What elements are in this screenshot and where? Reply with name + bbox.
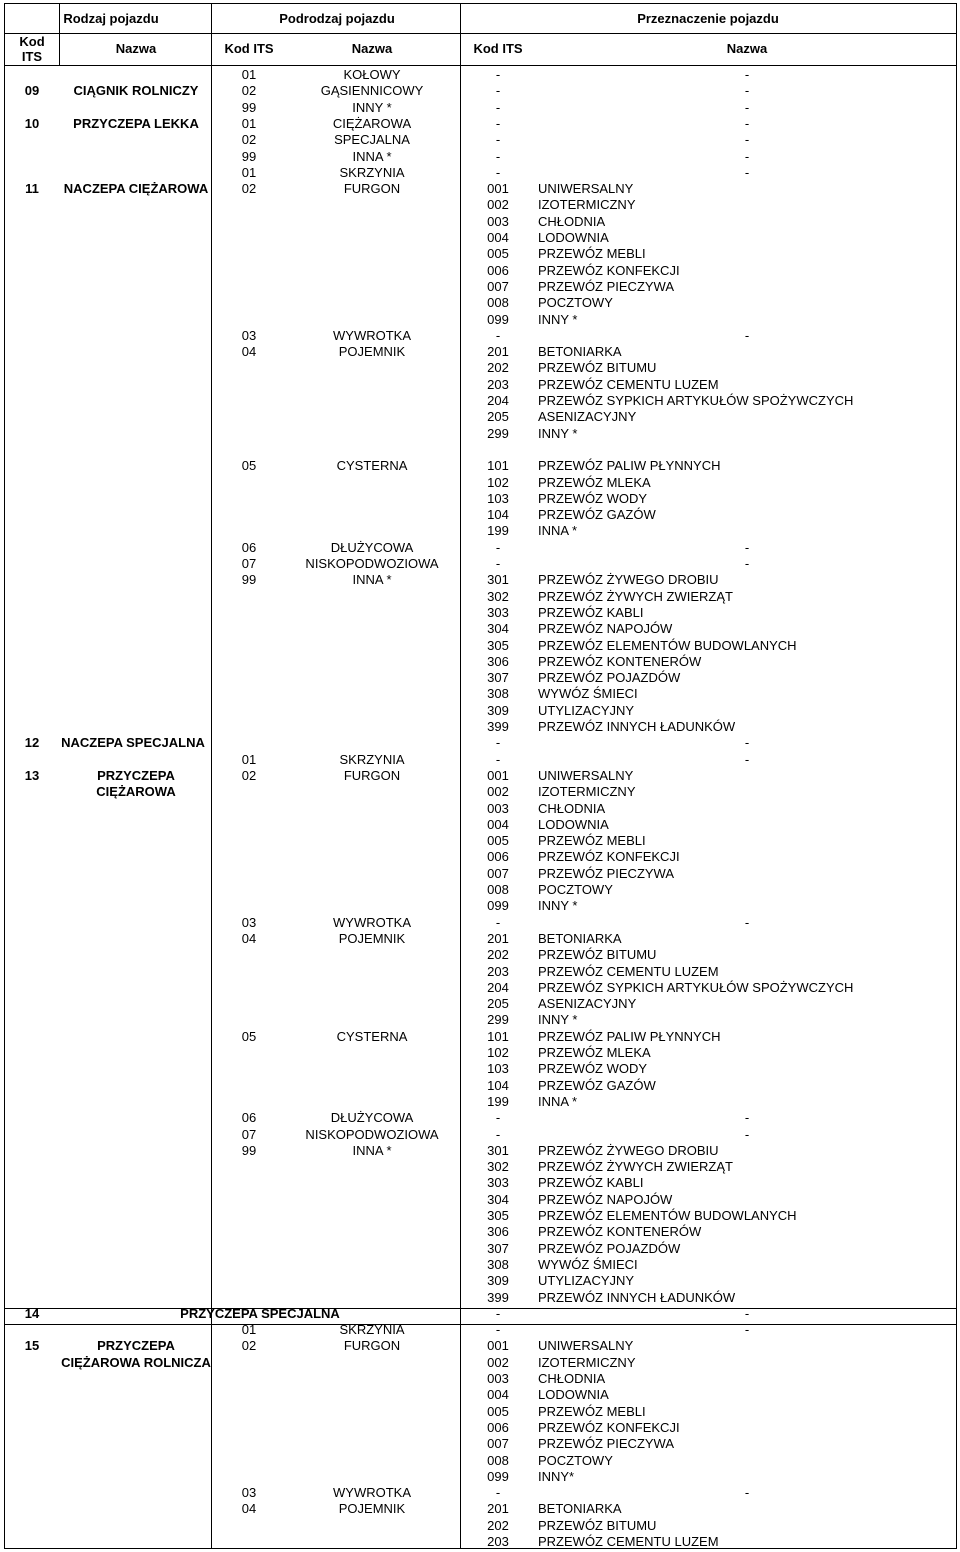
cell-przeznaczenie-nazwa: LODOWNIA <box>538 230 609 245</box>
cell-przeznaczenie-kod: 199 <box>487 523 509 539</box>
cell-przeznaczenie-nazwa: - <box>744 1126 750 1142</box>
cell-przeznaczenie-nazwa: PRZEWÓZ MLEKA <box>538 474 651 490</box>
cell-rodzaj-kod: 14 <box>24 1305 40 1321</box>
cell-przeznaczenie-nazwa: INNA * <box>538 523 578 539</box>
cell-przeznaczenie-nazwa: - <box>744 164 750 180</box>
cell-przeznaczenie-kod: 004 <box>487 230 509 245</box>
vehicle-classification-table <box>4 3 957 1549</box>
cell-podrodzaj-nazwa: DŁUŻYCOWA <box>330 1110 414 1126</box>
cell-przeznaczenie-kod: 003 <box>487 213 509 229</box>
cell-przeznaczenie-kod: 004 <box>487 1387 509 1403</box>
section-divider <box>5 1308 956 1309</box>
cell-przeznaczenie-nazwa: - <box>744 1110 750 1126</box>
cell-przeznaczenie-nazwa: PRZEWÓZ CEMENTU LUZEM <box>538 1534 719 1549</box>
cell-przeznaczenie-nazwa: PRZEWÓZ KONTENERÓW <box>538 1224 702 1240</box>
cell-przeznaczenie-kod: - <box>495 115 501 131</box>
cell-przeznaczenie-kod: - <box>495 164 501 180</box>
cell-przeznaczenie-kod: 299 <box>487 1012 509 1028</box>
cell-przeznaczenie-kod: 202 <box>487 360 509 376</box>
cell-podrodzaj-kod: 04 <box>241 1501 257 1517</box>
cell-przeznaczenie-kod: 399 <box>487 719 509 734</box>
cell-przeznaczenie-kod: 201 <box>487 930 509 946</box>
cell-przeznaczenie-kod: 399 <box>487 1289 509 1305</box>
cell-przeznaczenie-kod: 005 <box>487 1403 509 1419</box>
cell-przeznaczenie-kod: 201 <box>487 1501 509 1517</box>
cell-podrodzaj-nazwa: GĄSIENNICOWY <box>320 83 424 99</box>
cell-przeznaczenie-nazwa: PRZEWÓZ BITUMU <box>538 360 657 376</box>
cell-podrodzaj-kod: 01 <box>241 67 257 82</box>
cell-rodzaj-nazwa: PRZYCZEPA SPECJALNA <box>180 1305 340 1321</box>
cell-przeznaczenie-kod: 002 <box>487 197 509 213</box>
cell-podrodzaj-nazwa: CIĘŻAROWA <box>332 115 412 131</box>
cell-przeznaczenie-kod: - <box>495 83 501 99</box>
cell-rodzaj-nazwa: CIĘŻAROWA ROLNICZA <box>61 1354 211 1370</box>
cell-przeznaczenie-kod: 303 <box>487 1175 509 1191</box>
cell-przeznaczenie-nazwa: PRZEWÓZ INNYCH ŁADUNKÓW <box>538 1289 736 1305</box>
cell-przeznaczenie-kod: - <box>495 1322 501 1338</box>
cell-rodzaj-kod: 10 <box>24 115 40 131</box>
cell-rodzaj-kod: 11 <box>25 181 39 197</box>
cell-przeznaczenie-kod: 103 <box>487 490 509 506</box>
cell-podrodzaj-nazwa: FURGON <box>343 767 401 783</box>
cell-przeznaczenie-kod: 201 <box>487 344 509 360</box>
cell-podrodzaj-nazwa: FURGON <box>343 181 401 197</box>
cell-przeznaczenie-nazwa: WYWÓZ ŚMIECI <box>538 1256 638 1272</box>
cell-przeznaczenie-nazwa: PRZEWÓZ BITUMU <box>538 947 657 963</box>
cell-przeznaczenie-nazwa: WYWÓZ ŚMIECI <box>538 686 638 702</box>
cell-przeznaczenie-nazwa: PRZEWÓZ WODY <box>538 490 648 506</box>
cell-przeznaczenie-kod: - <box>495 148 501 164</box>
cell-podrodzaj-nazwa: DŁUŻYCOWA <box>330 539 414 555</box>
cell-przeznaczenie-nazwa: - <box>744 914 750 930</box>
cell-rodzaj-kod: 12 <box>24 735 40 751</box>
cell-przeznaczenie-nazwa: PRZEWÓZ CEMENTU LUZEM <box>538 376 719 392</box>
cell-przeznaczenie-nazwa: - <box>744 327 750 343</box>
cell-podrodzaj-kod: 99 <box>241 148 257 164</box>
cell-przeznaczenie-kod: 006 <box>487 262 509 278</box>
header-przeznaczenie-kod: Kod ITS <box>473 41 523 56</box>
cell-przeznaczenie-nazwa: UTYLIZACYJNY <box>538 702 635 718</box>
cell-przeznaczenie-nazwa: ASENIZACYJNY <box>538 996 637 1012</box>
header-przeznaczenie-nazwa: Nazwa <box>726 41 768 56</box>
cell-przeznaczenie-nazwa: POCZTOWY <box>538 1452 613 1468</box>
cell-przeznaczenie-kod: 301 <box>487 1142 509 1158</box>
cell-przeznaczenie-kod: 003 <box>487 800 509 816</box>
header-podrodzaj: Podrodzaj pojazdu <box>279 11 395 26</box>
cell-podrodzaj-nazwa: CYSTERNA <box>336 1028 408 1044</box>
cell-przeznaczenie-nazwa: PRZEWÓZ KABLI <box>538 604 644 620</box>
cell-przeznaczenie-nazwa: LODOWNIA <box>538 1387 609 1403</box>
cell-przeznaczenie-nazwa: - <box>744 1322 750 1338</box>
cell-przeznaczenie-kod: 302 <box>487 1159 509 1175</box>
cell-przeznaczenie-nazwa: PRZEWÓZ KONFEKCJI <box>538 262 680 278</box>
cell-przeznaczenie-kod: 008 <box>487 1452 509 1468</box>
cell-przeznaczenie-kod: 304 <box>487 621 509 637</box>
cell-przeznaczenie-kod: 005 <box>487 833 509 849</box>
cell-przeznaczenie-kod: 203 <box>487 376 509 392</box>
cell-przeznaczenie-nazwa: - <box>744 83 750 99</box>
cell-przeznaczenie-nazwa: - <box>744 1305 750 1321</box>
cell-przeznaczenie-kod: 004 <box>487 816 509 832</box>
cell-rodzaj-nazwa: PRZYCZEPA <box>97 1338 175 1354</box>
cell-przeznaczenie-nazwa: PRZEWÓZ MEBLI <box>538 246 646 262</box>
cell-podrodzaj-nazwa: SPECJALNA <box>334 132 410 148</box>
cell-przeznaczenie-kod: - <box>495 735 501 751</box>
cell-podrodzaj-nazwa: INNY * <box>352 99 392 115</box>
cell-przeznaczenie-nazwa: PRZEWÓZ ŻYWEGO DROBIU <box>538 572 719 588</box>
cell-przeznaczenie-kod: 001 <box>487 1338 509 1354</box>
cell-przeznaczenie-nazwa: PRZEWÓZ PIECZYWA <box>538 1436 675 1452</box>
header-divider <box>5 65 956 66</box>
cell-przeznaczenie-nazwa: PRZEWÓZ ŻYWYCH ZWIERZĄT <box>538 588 733 604</box>
cell-przeznaczenie-nazwa: BETONIARKA <box>538 1501 622 1517</box>
cell-rodzaj-nazwa: PRZYCZEPA LEKKA <box>73 115 199 131</box>
cell-rodzaj-nazwa: PRZYCZEPA <box>97 767 175 783</box>
cell-podrodzaj-kod: 05 <box>241 458 257 474</box>
cell-podrodzaj-kod: 06 <box>241 539 257 555</box>
cell-przeznaczenie-kod: 309 <box>487 1273 509 1289</box>
cell-przeznaczenie-nazwa: PRZEWÓZ POJAZDÓW <box>538 1240 681 1256</box>
cell-przeznaczenie-nazwa: PRZEWÓZ CEMENTU LUZEM <box>538 963 719 979</box>
cell-przeznaczenie-kod: 102 <box>487 1045 509 1060</box>
cell-przeznaczenie-kod: - <box>495 751 501 767</box>
cell-przeznaczenie-nazwa: PRZEWÓZ POJAZDÓW <box>538 670 681 686</box>
header-rodzaj: Rodzaj pojazdu <box>63 11 159 26</box>
cell-podrodzaj-nazwa: WYWROTKA <box>333 327 411 343</box>
cell-przeznaczenie-nazwa: UNIWERSALNY <box>538 1338 634 1354</box>
cell-przeznaczenie-kod: 103 <box>487 1061 509 1077</box>
cell-przeznaczenie-kod: 204 <box>487 979 509 995</box>
cell-przeznaczenie-kod: - <box>495 132 501 148</box>
cell-podrodzaj-nazwa: NISKOPODWOZIOWA <box>305 556 439 571</box>
cell-przeznaczenie-kod: 303 <box>487 604 509 620</box>
cell-przeznaczenie-nazwa: IZOTERMICZNY <box>538 1354 636 1370</box>
cell-podrodzaj-kod: 01 <box>241 751 257 767</box>
cell-przeznaczenie-nazwa: PRZEWÓZ KONFEKCJI <box>538 849 680 865</box>
cell-przeznaczenie-nazwa: - <box>744 735 750 751</box>
cell-przeznaczenie-nazwa: INNY* <box>538 1468 575 1484</box>
cell-przeznaczenie-nazwa: PRZEWÓZ WODY <box>538 1061 648 1077</box>
header-podrodzaj-kod: Kod ITS <box>224 41 274 56</box>
cell-rodzaj-nazwa: NACZEPA SPECJALNA <box>61 735 205 751</box>
cell-przeznaczenie-kod: 006 <box>487 849 509 865</box>
cell-przeznaczenie-kod: 308 <box>487 1256 509 1272</box>
cell-przeznaczenie-kod: 005 <box>487 246 509 262</box>
cell-przeznaczenie-kod: 104 <box>487 507 509 523</box>
cell-przeznaczenie-kod: - <box>495 1126 501 1142</box>
cell-przeznaczenie-nazwa: PRZEWÓZ SYPKICH ARTYKUŁÓW SPOŻYWCZYCH <box>538 393 854 408</box>
cell-przeznaczenie-nazwa: CHŁODNIA <box>538 1371 606 1386</box>
cell-przeznaczenie-nazwa: PRZEWÓZ NAPOJÓW <box>538 621 673 637</box>
cell-przeznaczenie-kod: - <box>495 1305 501 1321</box>
cell-przeznaczenie-nazwa: PRZEWÓZ PIECZYWA <box>538 278 675 294</box>
cell-przeznaczenie-nazwa: UTYLIZACYJNY <box>538 1273 635 1289</box>
cell-przeznaczenie-nazwa: PRZEWÓZ MEBLI <box>538 1403 646 1419</box>
cell-przeznaczenie-nazwa: BETONIARKA <box>538 344 622 360</box>
cell-przeznaczenie-kod: 006 <box>487 1419 509 1435</box>
cell-przeznaczenie-nazwa: POCZTOWY <box>538 295 613 311</box>
cell-podrodzaj-kod: 01 <box>241 115 257 131</box>
cell-przeznaczenie-kod: 007 <box>487 278 509 294</box>
cell-podrodzaj-kod: 04 <box>241 344 257 360</box>
cell-przeznaczenie-kod: 306 <box>487 1224 509 1240</box>
cell-podrodzaj-nazwa: INNA * <box>352 148 392 164</box>
cell-przeznaczenie-kod: 203 <box>487 963 509 979</box>
cell-podrodzaj-nazwa: WYWROTKA <box>333 914 411 930</box>
cell-przeznaczenie-kod: 002 <box>487 1354 509 1370</box>
cell-podrodzaj-nazwa: NISKOPODWOZIOWA <box>305 1126 439 1142</box>
cell-rodzaj-kod: 13 <box>24 767 40 783</box>
cell-przeznaczenie-nazwa: - <box>744 556 750 571</box>
cell-podrodzaj-kod: 03 <box>241 327 257 343</box>
cell-przeznaczenie-nazwa: PRZEWÓZ PALIW PŁYNNYCH <box>538 1028 721 1044</box>
cell-przeznaczenie-kod: 008 <box>487 882 509 897</box>
cell-podrodzaj-kod: 07 <box>241 1126 257 1142</box>
header-kod-its-line2: ITS <box>21 49 43 64</box>
cell-podrodzaj-nazwa: POJEMNIK <box>338 1501 406 1517</box>
cell-przeznaczenie-nazwa: PRZEWÓZ INNYCH ŁADUNKÓW <box>538 719 736 734</box>
cell-podrodzaj-kod: 07 <box>241 556 257 571</box>
cell-przeznaczenie-kod: 202 <box>487 1517 509 1533</box>
cell-przeznaczenie-kod: 205 <box>487 409 509 425</box>
cell-przeznaczenie-nazwa: INNY * <box>538 311 578 327</box>
cell-przeznaczenie-nazwa: PRZEWÓZ KABLI <box>538 1175 644 1191</box>
cell-przeznaczenie-nazwa: - <box>744 99 750 115</box>
cell-przeznaczenie-nazwa: - <box>744 148 750 164</box>
cell-przeznaczenie-nazwa: INNY * <box>538 898 578 914</box>
cell-przeznaczenie-kod: 302 <box>487 588 509 604</box>
cell-przeznaczenie-nazwa: IZOTERMICZNY <box>538 784 636 800</box>
cell-przeznaczenie-nazwa: IZOTERMICZNY <box>538 197 636 213</box>
cell-podrodzaj-nazwa: POJEMNIK <box>338 930 406 946</box>
col-divider <box>460 4 461 1549</box>
cell-podrodzaj-nazwa: WYWROTKA <box>333 1485 411 1501</box>
cell-przeznaczenie-kod: 007 <box>487 865 509 881</box>
cell-przeznaczenie-kod: - <box>495 99 501 115</box>
cell-podrodzaj-nazwa: CYSTERNA <box>336 458 408 474</box>
cell-przeznaczenie-kod: 003 <box>487 1371 509 1386</box>
cell-przeznaczenie-nazwa: BETONIARKA <box>538 930 622 946</box>
cell-przeznaczenie-kod: - <box>495 914 501 930</box>
cell-przeznaczenie-kod: 307 <box>487 670 509 686</box>
cell-podrodzaj-kod: 03 <box>241 1485 257 1501</box>
cell-przeznaczenie-nazwa: PRZEWÓZ KONFEKCJI <box>538 1419 680 1435</box>
cell-przeznaczenie-kod: 002 <box>487 784 509 800</box>
cell-podrodzaj-kod: 01 <box>241 164 257 180</box>
cell-przeznaczenie-kod: 199 <box>487 1093 509 1109</box>
cell-podrodzaj-nazwa: POJEMNIK <box>338 344 406 360</box>
cell-przeznaczenie-kod: - <box>495 1485 501 1501</box>
header-rodzaj-nazwa: Nazwa <box>115 41 157 56</box>
cell-przeznaczenie-nazwa: - <box>744 751 750 767</box>
cell-przeznaczenie-nazwa: CHŁODNIA <box>538 213 606 229</box>
cell-przeznaczenie-nazwa: PRZEWÓZ PIECZYWA <box>538 865 675 881</box>
cell-przeznaczenie-kod: 304 <box>487 1191 509 1207</box>
cell-podrodzaj-kod: 99 <box>241 1142 257 1158</box>
cell-przeznaczenie-nazwa: - <box>744 132 750 148</box>
cell-przeznaczenie-kod: 101 <box>487 458 509 474</box>
col-divider <box>59 4 60 66</box>
cell-przeznaczenie-kod: 099 <box>487 311 509 327</box>
cell-przeznaczenie-kod: - <box>495 1110 501 1126</box>
cell-przeznaczenie-kod: 305 <box>487 1208 509 1223</box>
cell-przeznaczenie-kod: 305 <box>487 637 509 653</box>
cell-przeznaczenie-nazwa: INNA * <box>538 1093 578 1109</box>
cell-przeznaczenie-kod: 308 <box>487 686 509 702</box>
cell-przeznaczenie-kod: 309 <box>487 702 509 718</box>
cell-przeznaczenie-nazwa: PRZEWÓZ ŻYWYCH ZWIERZĄT <box>538 1159 733 1175</box>
cell-przeznaczenie-kod: - <box>495 67 501 82</box>
cell-przeznaczenie-kod: 306 <box>487 653 509 669</box>
cell-przeznaczenie-nazwa: - <box>744 539 750 555</box>
cell-przeznaczenie-nazwa: PRZEWÓZ ELEMENTÓW BUDOWLANYCH <box>538 1208 797 1223</box>
cell-przeznaczenie-nazwa: PRZEWÓZ BITUMU <box>538 1517 657 1533</box>
cell-podrodzaj-kod: 02 <box>241 767 257 783</box>
cell-podrodzaj-kod: 02 <box>241 1338 257 1354</box>
cell-podrodzaj-kod: 02 <box>241 181 257 197</box>
cell-rodzaj-kod: 15 <box>24 1338 40 1354</box>
cell-rodzaj-kod: 09 <box>24 83 40 99</box>
cell-przeznaczenie-nazwa: UNIWERSALNY <box>538 767 634 783</box>
cell-przeznaczenie-nazwa: PRZEWÓZ ŻYWEGO DROBIU <box>538 1142 719 1158</box>
cell-podrodzaj-nazwa: SKRZYNIA <box>339 751 405 767</box>
cell-rodzaj-nazwa: NACZEPA CIĘŻAROWA <box>63 181 209 197</box>
cell-podrodzaj-kod: 01 <box>241 1322 257 1338</box>
cell-przeznaczenie-kod: - <box>495 539 501 555</box>
cell-przeznaczenie-kod: - <box>495 327 501 343</box>
cell-przeznaczenie-kod: 101 <box>487 1028 509 1044</box>
cell-przeznaczenie-nazwa: PRZEWÓZ KONTENERÓW <box>538 653 702 669</box>
cell-podrodzaj-nazwa: KOŁOWY <box>343 67 401 82</box>
cell-przeznaczenie-kod: 099 <box>487 898 509 914</box>
cell-podrodzaj-kod: 05 <box>241 1028 257 1044</box>
header-podrodzaj-nazwa: Nazwa <box>351 41 393 56</box>
cell-przeznaczenie-kod: 007 <box>487 1436 509 1452</box>
cell-podrodzaj-nazwa: SKRZYNIA <box>339 164 405 180</box>
cell-podrodzaj-nazwa: SKRZYNIA <box>339 1322 405 1338</box>
cell-przeznaczenie-nazwa: PRZEWÓZ PALIW PŁYNNYCH <box>538 458 721 474</box>
cell-podrodzaj-kod: 04 <box>241 930 257 946</box>
cell-przeznaczenie-kod: 299 <box>487 425 509 441</box>
cell-rodzaj-nazwa: CIĘŻAROWA <box>96 784 176 800</box>
cell-przeznaczenie-nazwa: PRZEWÓZ GAZÓW <box>538 507 656 523</box>
cell-rodzaj-nazwa: CIĄGNIK ROLNICZY <box>73 83 199 99</box>
header-divider <box>5 33 956 34</box>
cell-przeznaczenie-nazwa: UNIWERSALNY <box>538 181 634 197</box>
cell-przeznaczenie-nazwa: PRZEWÓZ ELEMENTÓW BUDOWLANYCH <box>538 637 797 653</box>
cell-przeznaczenie-kod: 099 <box>487 1468 509 1484</box>
cell-przeznaczenie-nazwa: PRZEWÓZ GAZÓW <box>538 1077 656 1093</box>
cell-podrodzaj-kod: 06 <box>241 1110 257 1126</box>
cell-podrodzaj-nazwa: INNA * <box>352 1142 392 1158</box>
cell-przeznaczenie-nazwa: INNY * <box>538 425 578 441</box>
section-divider <box>5 1324 956 1325</box>
cell-przeznaczenie-kod: 203 <box>487 1534 509 1549</box>
cell-przeznaczenie-nazwa: - <box>744 1485 750 1501</box>
cell-przeznaczenie-nazwa: CHŁODNIA <box>538 800 606 816</box>
cell-przeznaczenie-kod: 001 <box>487 181 509 197</box>
cell-przeznaczenie-nazwa: POCZTOWY <box>538 882 613 897</box>
cell-przeznaczenie-nazwa: PRZEWÓZ MLEKA <box>538 1045 651 1060</box>
cell-przeznaczenie-nazwa: - <box>744 67 750 82</box>
cell-przeznaczenie-kod: 008 <box>487 295 509 311</box>
cell-przeznaczenie-nazwa: PRZEWÓZ MEBLI <box>538 833 646 849</box>
cell-podrodzaj-kod: 02 <box>241 132 257 148</box>
cell-przeznaczenie-nazwa: INNY * <box>538 1012 578 1028</box>
cell-podrodzaj-kod: 99 <box>241 572 257 588</box>
cell-przeznaczenie-nazwa: LODOWNIA <box>538 816 609 832</box>
cell-przeznaczenie-kod: 205 <box>487 996 509 1012</box>
cell-przeznaczenie-nazwa: PRZEWÓZ SYPKICH ARTYKUŁÓW SPOŻYWCZYCH <box>538 979 854 995</box>
cell-przeznaczenie-kod: 202 <box>487 947 509 963</box>
cell-przeznaczenie-nazwa: PRZEWÓZ NAPOJÓW <box>538 1191 673 1207</box>
cell-podrodzaj-nazwa: FURGON <box>343 1338 401 1354</box>
cell-podrodzaj-kod: 02 <box>241 83 257 99</box>
cell-podrodzaj-nazwa: INNA * <box>352 572 392 588</box>
cell-przeznaczenie-nazwa: - <box>744 115 750 131</box>
cell-przeznaczenie-nazwa: ASENIZACYJNY <box>538 409 637 425</box>
cell-przeznaczenie-kod: 104 <box>487 1077 509 1093</box>
cell-podrodzaj-kod: 03 <box>241 914 257 930</box>
cell-przeznaczenie-kod: 307 <box>487 1240 509 1256</box>
cell-podrodzaj-kod: 99 <box>241 99 257 115</box>
cell-przeznaczenie-kod: 204 <box>487 393 509 408</box>
cell-przeznaczenie-kod: 102 <box>487 474 509 490</box>
cell-przeznaczenie-kod: 001 <box>487 767 509 783</box>
header-kod-its-line1: Kod <box>19 34 45 49</box>
header-przeznaczenie: Przeznaczenie pojazdu <box>637 11 779 26</box>
cell-przeznaczenie-kod: 301 <box>487 572 509 588</box>
cell-przeznaczenie-kod: - <box>495 556 501 571</box>
